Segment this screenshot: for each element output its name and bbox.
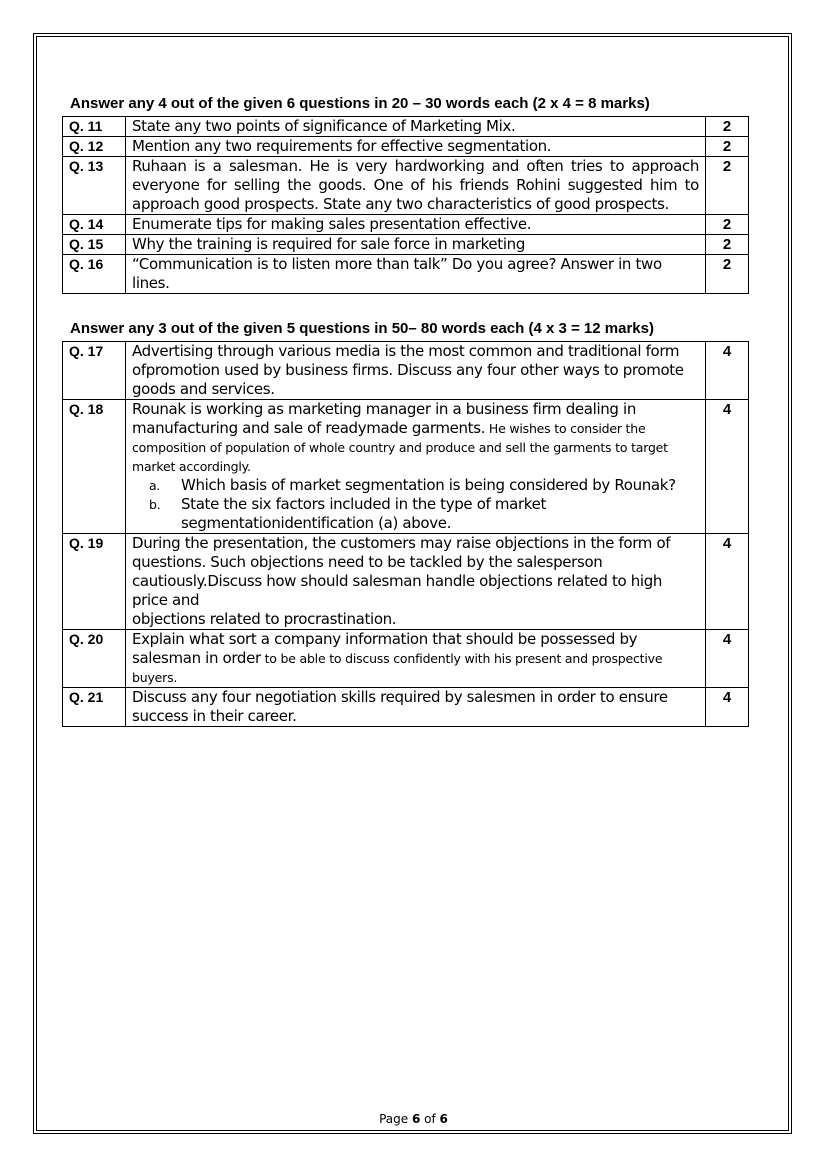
question-text-detail: He wishes to consider the composition of population of whole country and produce and sell the garments to target market accordingly. [132, 421, 668, 474]
question-marks: 2 [706, 117, 749, 137]
question-number: Q. 18 [63, 400, 126, 534]
table-row [63, 630, 749, 688]
question-marks: 2 [706, 235, 749, 255]
section-a-heading: Answer any 4 out of the given 6 questions in 20 – 30 words each (2 x 4 = 8 marks) [70, 95, 650, 112]
question-text-main: Explain what sort a company information that should be possessed by salesman in order [132, 630, 638, 667]
footer-prefix: Page [379, 1112, 412, 1126]
question-number: Q. 21 [63, 688, 126, 727]
table-row [63, 400, 749, 534]
question-number: Q. 14 [63, 215, 126, 235]
question-text-detail: to be able to discuss confidently with his present and prospective buyers. [132, 651, 663, 685]
sub-question-a [132, 476, 699, 495]
question-text: Mention any two requirements for effective segmentation. [126, 137, 706, 157]
question-number: Q. 12 [63, 137, 126, 157]
question-text: Why the training is required for sale force in marketing [126, 235, 706, 255]
question-marks: 2 [706, 215, 749, 235]
question-text-line: During the presentation, the customers may raise objections in the form of questions. Such objections need to be tackled by the salesperson cautiously.Discuss how should salesman handle objections related to high price and [132, 534, 671, 609]
sub-question-letter: b. [149, 497, 161, 512]
section-a-table [62, 116, 749, 294]
sub-question-b [132, 495, 699, 533]
question-text [126, 400, 706, 534]
table-row [63, 137, 749, 157]
table-row [63, 117, 749, 137]
question-number: Q. 16 [63, 255, 126, 294]
table-row [63, 157, 749, 215]
question-text: State any two points of significance of Marketing Mix. [126, 117, 706, 137]
question-text-main: Rounak is working as marketing manager in a business firm dealing in manufacturing and sale of readymade garments. [132, 400, 636, 437]
question-marks: 2 [706, 157, 749, 215]
question-number: Q. 15 [63, 235, 126, 255]
question-marks: 2 [706, 255, 749, 294]
question-number: Q. 17 [63, 342, 126, 400]
question-text: Enumerate tips for making sales presentation effective. [126, 215, 706, 235]
table-row [63, 235, 749, 255]
footer-current-page: 6 [411, 1112, 421, 1126]
footer-total-pages: 6 [439, 1112, 448, 1126]
question-marks: 4 [706, 688, 749, 727]
question-text: “Communication is to listen more than talk” Do you agree? Answer in two lines. [126, 255, 706, 294]
question-text: Discuss any four negotiation skills required by salesmen in order to ensure success in their career. [126, 688, 706, 727]
section-b-heading: Answer any 3 out of the given 5 questions in 50– 80 words each (4 x 3 = 12 marks) [70, 320, 654, 337]
table-row [63, 215, 749, 235]
table-row [63, 342, 749, 400]
question-number: Q. 11 [63, 117, 126, 137]
question-text: Ruhaan is a salesman. He is very hardworking and often tries to approach everyone for selling the goods. One of his friends Rohini suggested him to approach good prospects. State any two characteristics of good prospects. [126, 157, 706, 215]
question-marks: 4 [706, 342, 749, 400]
question-number: Q. 19 [63, 534, 126, 630]
question-text [126, 534, 706, 630]
question-number: Q. 20 [63, 630, 126, 688]
question-text: Advertising through various media is the most common and traditional form ofpromotion used by business firms. Discuss any four other ways to promote goods and services. [126, 342, 706, 400]
sub-question-text: Which basis of market segmentation is being considered by Rounak? [181, 476, 676, 494]
question-marks: 2 [706, 137, 749, 157]
section-b-table [62, 341, 749, 727]
table-row [63, 688, 749, 727]
question-number: Q. 13 [63, 157, 126, 215]
question-text [126, 630, 706, 688]
footer-middle: of [420, 1112, 440, 1126]
table-row [63, 255, 749, 294]
question-text-line: objections related to procrastination. [132, 610, 397, 628]
page-footer [0, 1112, 827, 1126]
table-row [63, 534, 749, 630]
sub-question-letter: a. [149, 478, 160, 493]
question-marks: 4 [706, 630, 749, 688]
question-marks: 4 [706, 534, 749, 630]
question-marks: 4 [706, 400, 749, 534]
sub-question-text: State the six factors included in the type of market segmentationidentification (a) above. [181, 495, 547, 532]
